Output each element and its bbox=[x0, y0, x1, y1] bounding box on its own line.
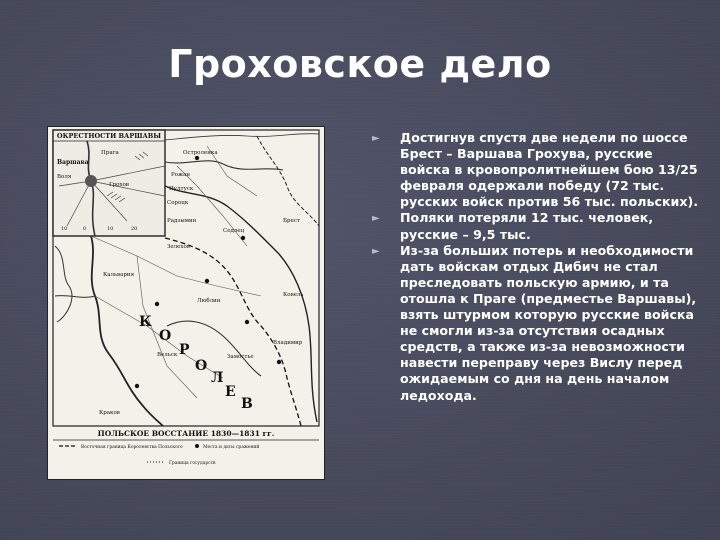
svg-text:К: К bbox=[139, 314, 152, 330]
map-label-pultusk: Пултуск bbox=[169, 186, 194, 192]
historical-map-image bbox=[47, 126, 325, 480]
map-label-siedlce: Седлец bbox=[223, 228, 245, 234]
bullet-text: Достигнув спустя две недели по шоссе Брест – Варшава Грохува, русские войска в кровопролитнейшем бою 13/25 февраля одержали победу (72 тыс. русских войск против 56 тыс. польских). bbox=[400, 130, 698, 210]
svg-text:О: О bbox=[159, 328, 172, 344]
bullet-marker-icon: ► bbox=[372, 213, 380, 225]
map-label-praga: Прага bbox=[101, 150, 119, 156]
map-label-wola: Воля bbox=[57, 174, 72, 180]
map-label-warsaw: Варшава bbox=[57, 159, 89, 166]
svg-text:20: 20 bbox=[131, 226, 138, 232]
map-inset bbox=[53, 130, 165, 236]
svg-text:Е: Е bbox=[225, 384, 236, 400]
map-label-velsk: Вельск bbox=[157, 352, 178, 358]
map-label-kovel: Ковель bbox=[283, 292, 304, 298]
bullet-marker-icon: ► bbox=[372, 245, 380, 257]
legend-item-border: Восточная граница Королевства Польского bbox=[81, 445, 183, 450]
bullet-item bbox=[372, 130, 702, 210]
legend-item-state-border: Граница государств bbox=[169, 461, 216, 466]
svg-text:0: 0 bbox=[83, 226, 87, 232]
bullet-marker-icon: ► bbox=[372, 133, 380, 144]
bullet-item bbox=[372, 243, 702, 404]
map-label-brest: Брест bbox=[283, 218, 300, 224]
bullet-list bbox=[372, 130, 702, 404]
map-label-serock: Сероцк bbox=[167, 200, 189, 206]
svg-text:10: 10 bbox=[107, 226, 114, 232]
svg-text:Р: Р bbox=[179, 342, 190, 358]
bullet-text: Из-за больших потерь и необходимости дать войскам отдых Дибич не стал преследовать польскую армию, и та отошла к Праге (предместье Варшавы), взять штурмом которую русские войска не смогли из-за отсутствия осадных средств, а также из-за невозможности навести переправу через Вислу перед ожидаемым со дня на день началом ледохода. bbox=[400, 242, 697, 403]
map-label-zelechow: Зелехов bbox=[167, 244, 190, 250]
svg-text:В: В bbox=[241, 396, 253, 412]
bullet-text: Поляки потеряли 12 тыс. человек, русские – 9,5 тыс. bbox=[400, 210, 654, 242]
map-label-vladimir: Владимир bbox=[273, 340, 303, 346]
map-label-rozan: Рожан bbox=[171, 172, 191, 178]
svg-text:О: О bbox=[195, 358, 208, 374]
map-label-krakow: Краков bbox=[99, 410, 120, 416]
map-title: ПОЛЬСКОЕ ВОССТАНИЕ 1830—1831 гг. bbox=[97, 429, 275, 438]
svg-text:10: 10 bbox=[61, 226, 68, 232]
map-label-zamosc: Замостье bbox=[227, 354, 254, 360]
map-label-ostrolenka: Остроленка bbox=[183, 150, 218, 156]
svg-text:Л: Л bbox=[211, 370, 224, 386]
map-label-radzymin: Радзымин bbox=[167, 218, 197, 224]
map-label-kalwaria: Кальвария bbox=[103, 272, 135, 278]
map-label-grochow: Грохов bbox=[109, 182, 129, 188]
bullet-item bbox=[372, 210, 702, 242]
legend-item-battles: Места и даты сражений bbox=[203, 445, 260, 450]
map-inset-title: ОКРЕСТНОСТИ ВАРШАВЫ bbox=[56, 132, 162, 140]
slide-title: Гроховское дело bbox=[168, 42, 552, 86]
map-label-lublin: Люблин bbox=[197, 298, 221, 304]
